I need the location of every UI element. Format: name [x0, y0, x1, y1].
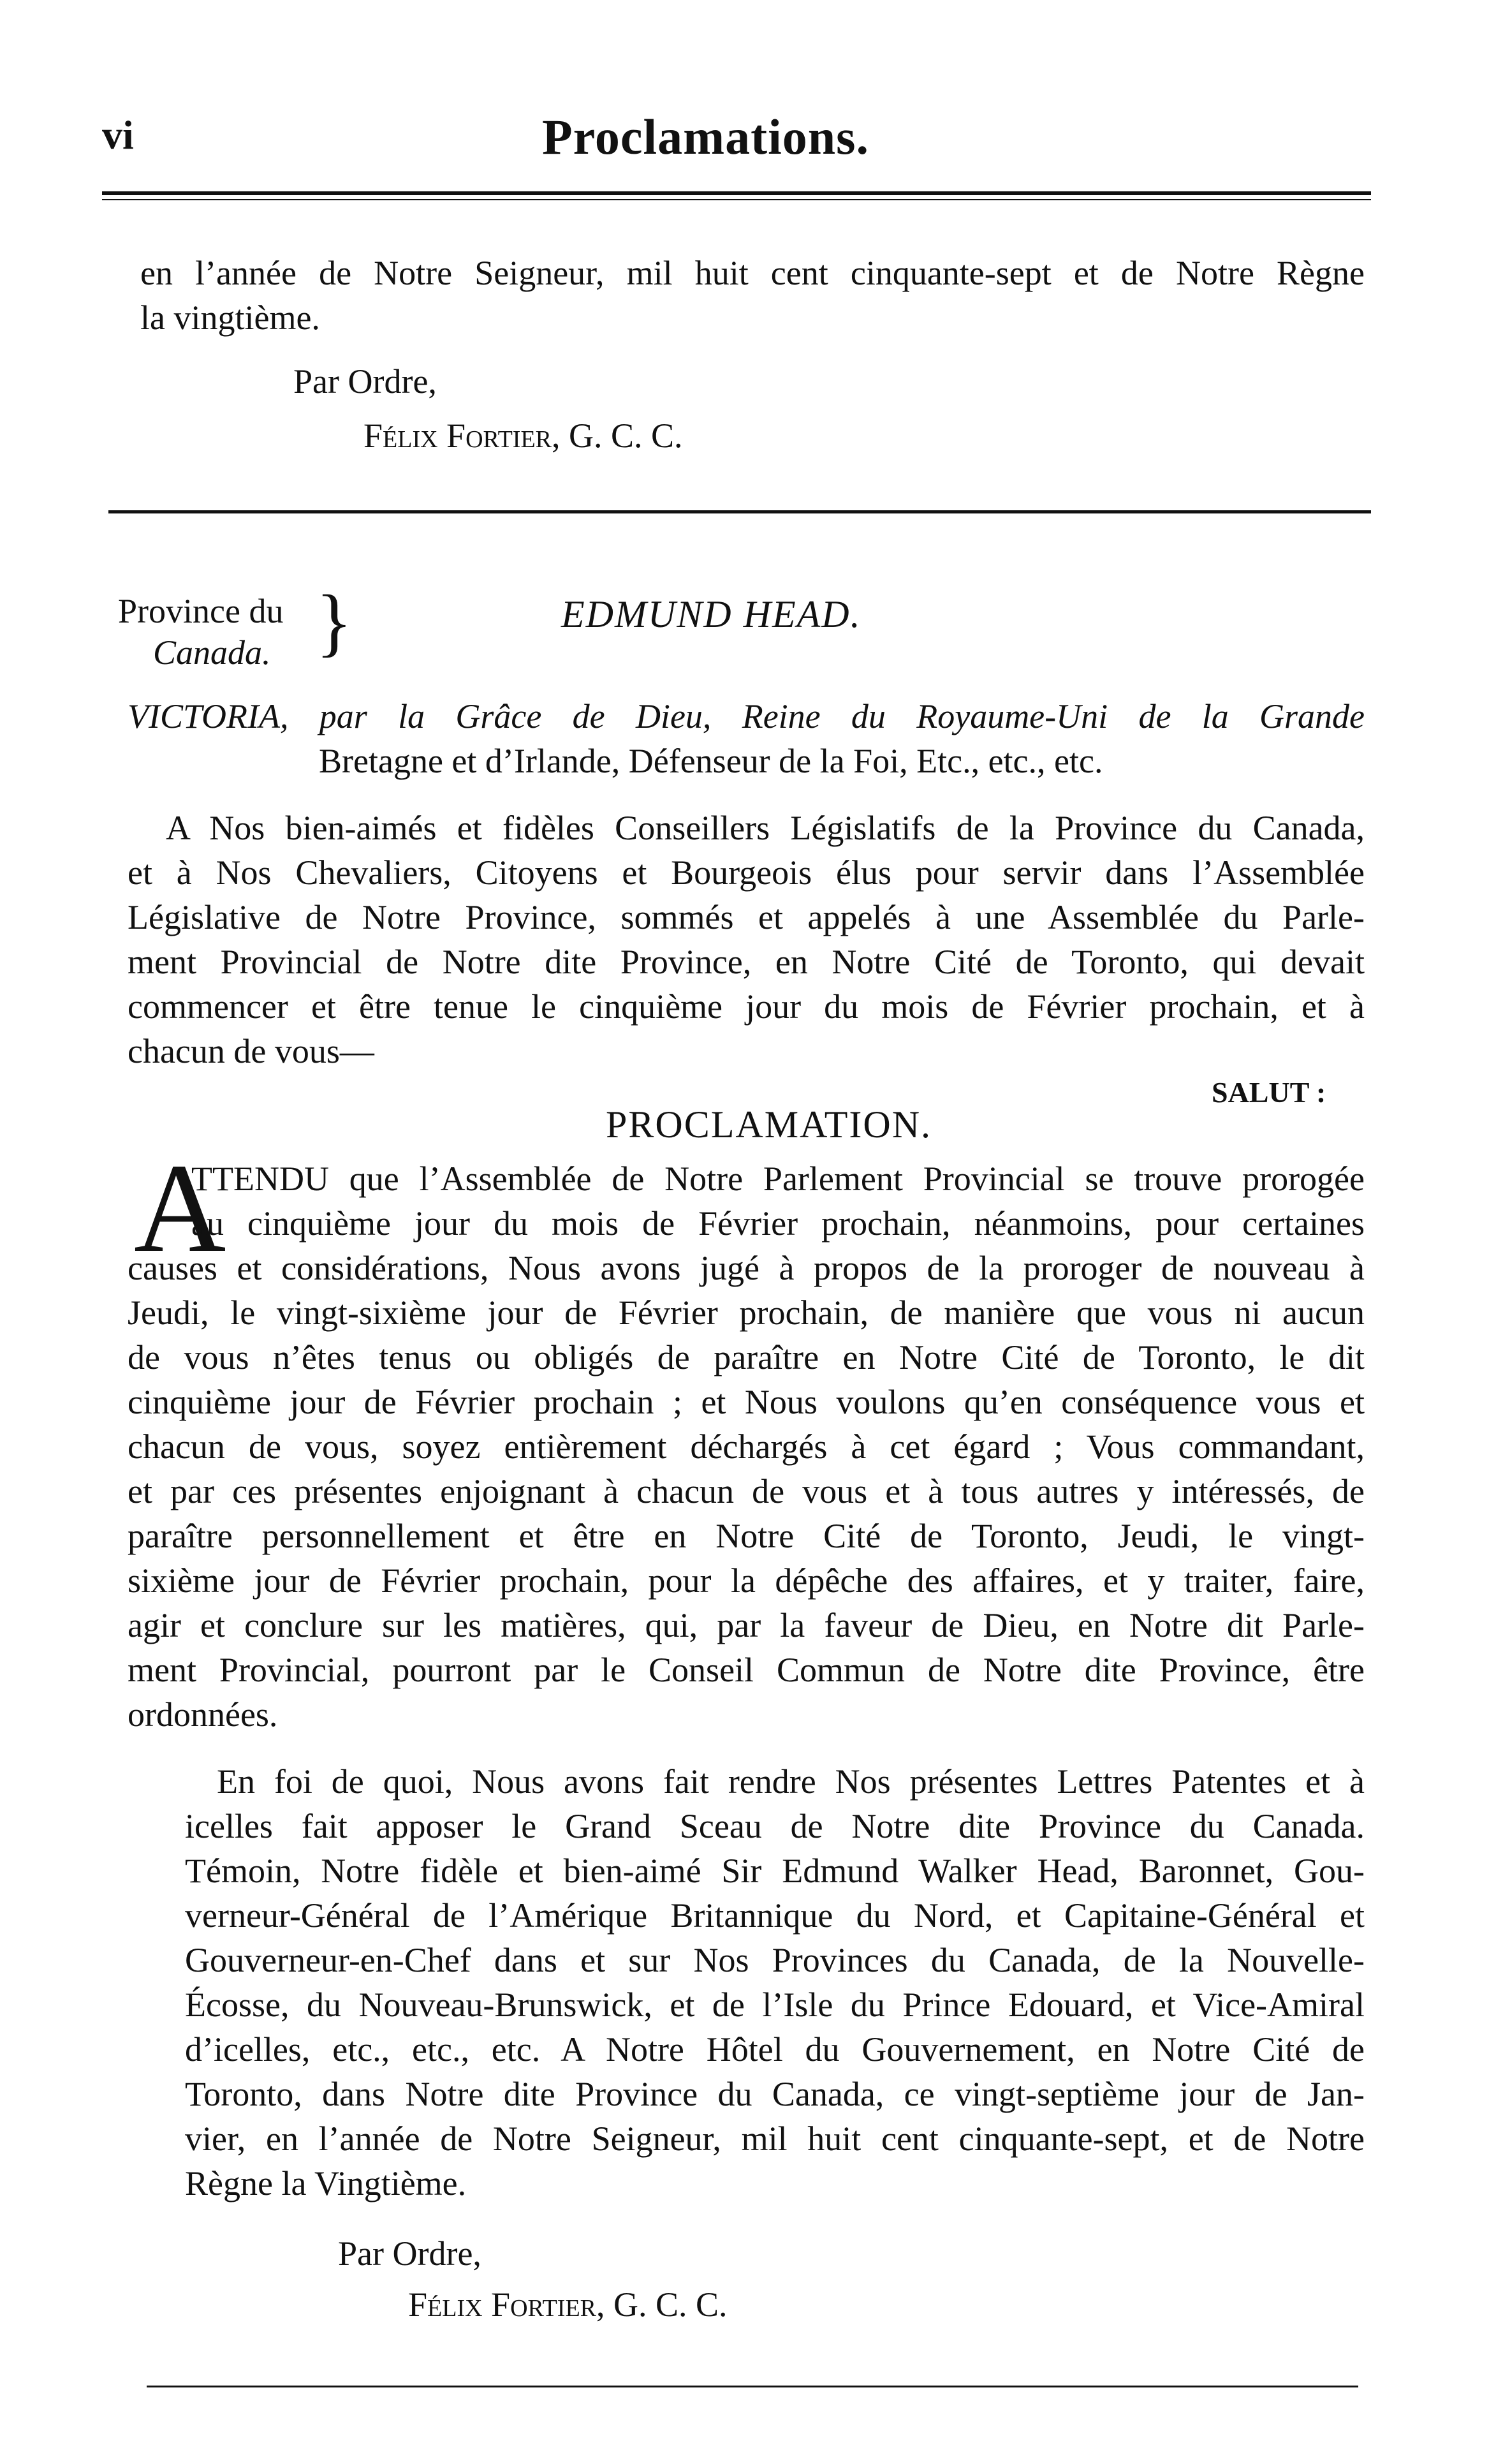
running-title: Proclamations.: [542, 109, 870, 165]
address-line: Législative de Notre Province, sommés et appelés à une Assemblée du Parle-: [128, 898, 1365, 936]
address-line: chacun de vous—: [128, 1032, 374, 1070]
closing-signature: Félix Fortier, G. C. C.: [408, 2285, 728, 2324]
body-line: ordonnées.: [128, 1695, 278, 1734]
closing-par-ordre: Par Ordre,: [338, 2234, 481, 2273]
body-line: cinquième jour de Février prochain ; et Nous voulons qu’en conséquence vous et: [128, 1383, 1365, 1421]
testimony-line: Gouverneur-en-Chef dans et sur Nos Provinces du Canada, de la Nouvelle-: [185, 1941, 1365, 1979]
body-line: de vous n’êtes tenus ou obligés de paraître en Notre Cité de Toronto, le dit: [128, 1338, 1365, 1376]
victoria-line-1: VICTORIA, par la Grâce de Dieu, Reine du Royaume-Uni de la Grande: [128, 697, 1365, 735]
body-line: TTENDU que l’Assemblée de Notre Parlement Provincial se trouve prorogée: [191, 1160, 1365, 1198]
testimony-line: d’icelles, etc., etc., etc. A Notre Hôtel du Gouvernement, en Notre Cité de: [185, 2030, 1365, 2069]
address-line: A Nos bien-aimés et fidèles Conseillers Législatifs de la Province du Canada,: [166, 809, 1365, 847]
section-rule: [108, 510, 1371, 513]
province-label: Province du: [118, 592, 284, 630]
opening-par-ordre: Par Ordre,: [293, 362, 437, 401]
header-rule: [102, 191, 1371, 195]
body-line: paraître personnellement et être en Notre Cité de Toronto, Jeudi, le vingt-: [128, 1517, 1365, 1555]
page-number: vi: [102, 112, 134, 158]
testimony-line: icelles fait apposer le Grand Sceau de Notre dite Province du Canada.: [185, 1807, 1365, 1845]
address-line: commencer et être tenue le cinquième jour du mois de Février prochain, et à: [128, 987, 1365, 1026]
testimony-line: Écosse, du Nouveau-Brunswick, et de l’Isle du Prince Edouard, et Vice-Amiral: [185, 1986, 1365, 2024]
body-line: agir et conclure sur les matières, qui, par la faveur de Dieu, en Notre dit Parle-: [128, 1606, 1365, 1644]
address-line: et à Nos Chevaliers, Citoyens et Bourgeois élus pour servir dans l’Assemblée: [128, 853, 1365, 892]
victoria-line-2: Bretagne et d’Irlande, Défenseur de la Foi, Etc., etc., etc.: [319, 742, 1103, 780]
body-line: ment Provincial, pourront par le Conseil Commun de Notre dite Province, être: [128, 1651, 1365, 1689]
opening-line-1: en l’année de Notre Seigneur, mil huit cent cinquante-sept et de Notre Règne: [140, 254, 1365, 292]
testimony-line: Toronto, dans Notre dite Province du Canada, ce vingt-septième jour de Jan-: [185, 2075, 1365, 2113]
governor-name: EDMUND HEAD.: [561, 593, 862, 635]
proclamation-title: PROCLAMATION.: [606, 1103, 932, 1146]
testimony-line: En foi de quoi, Nous avons fait rendre Nos présentes Lettres Patentes et à: [217, 1762, 1365, 1801]
testimony-line: vier, en l’année de Notre Seigneur, mil huit cent cinquante-sept, et de Notre: [185, 2120, 1365, 2158]
address-line: ment Provincial de Notre dite Province, en Notre Cité de Toronto, qui devait: [128, 943, 1365, 981]
body-line: chacun de vous, soyez entièrement déchargés à cet égard ; Vous commandant,: [128, 1427, 1365, 1466]
brace-icon: }: [316, 579, 353, 664]
opening-signature: Félix Fortier, G. C. C.: [363, 417, 683, 455]
testimony-line: verneur-Général de l’Amérique Britannique du Nord, et Capitaine-Général et: [185, 1896, 1365, 1935]
province-canada: Canada.: [153, 633, 271, 672]
header-rule-thin: [102, 199, 1371, 200]
testimony-line: Témoin, Notre fidèle et bien-aimé Sir Edmund Walker Head, Baronnet, Gou-: [185, 1852, 1365, 1890]
body-line: au cinquième jour du mois de Février prochain, néanmoins, pour certaines: [191, 1204, 1365, 1243]
body-line: Jeudi, le vingt-sixième jour de Février prochain, de manière que vous ni aucun: [128, 1294, 1365, 1332]
opening-line-2: la vingtième.: [140, 299, 320, 337]
drop-cap: A: [134, 1138, 226, 1279]
body-line: et par ces présentes enjoignant à chacun de vous et à tous autres y intéressés, de: [128, 1472, 1365, 1510]
body-line: causes et considérations, Nous avons jugé à propos de la proroger de nouveau à: [128, 1249, 1365, 1287]
salut: SALUT :: [1212, 1076, 1326, 1109]
footer-rule: [147, 2386, 1358, 2387]
body-line: sixième jour de Février prochain, pour la dépêche des affaires, et y traiter, faire,: [128, 1561, 1365, 1600]
testimony-line: Règne la Vingtième.: [185, 2164, 467, 2202]
